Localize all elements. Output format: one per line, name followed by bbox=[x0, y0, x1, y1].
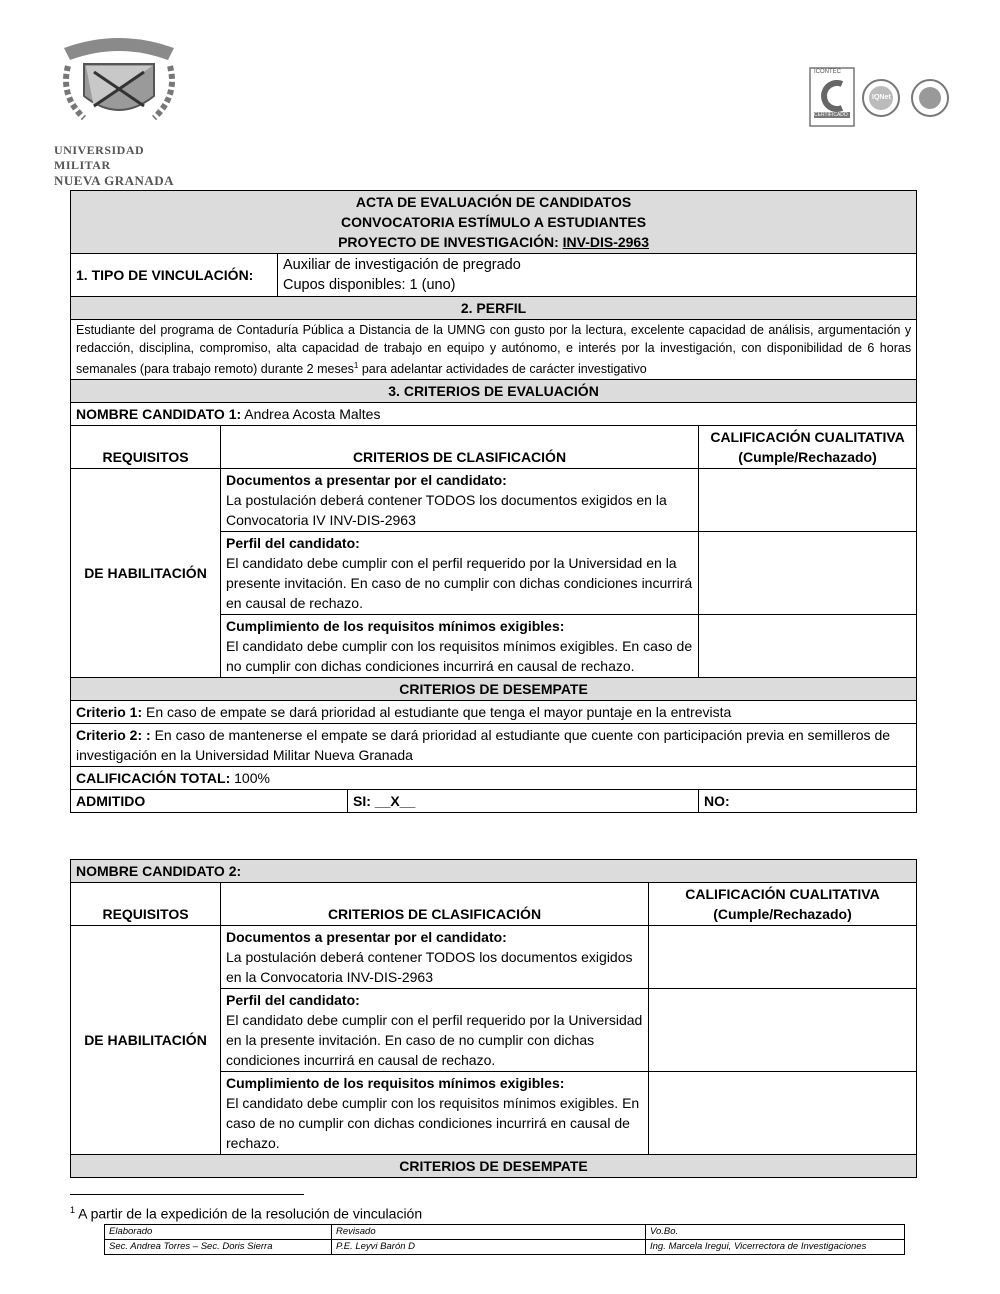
acta-table-candidate-1 bbox=[70, 190, 917, 813]
desempate-criterio-1: Criterio 1: En caso de empate se dará prioridad al estudiante que tenga el mayor puntaje en la entrevista bbox=[71, 701, 917, 724]
footnote-ref: 1 bbox=[353, 361, 359, 370]
col-requisitos: REQUISITOS bbox=[71, 426, 221, 469]
elaborado-value: Sec. Andrea Torres – Sec. Doris Sierra bbox=[105, 1240, 332, 1255]
project-code: INV-DIS-2963 bbox=[562, 234, 649, 250]
tipo-vinculacion-label: 1. TIPO DE VINCULACIÓN: bbox=[71, 254, 278, 297]
criterio-documentos-2: Documentos a presentar por el candidato: La postulación deberá contener TODOS los documentos exigidos en la Convocatoria INV-DIS-2963 bbox=[221, 926, 649, 989]
criterio-documentos: Documentos a presentar por el candidato: La postulación deberá contener TODOS los documentos exigidos en la Convocatoria IV INV-DIS-2963 bbox=[221, 469, 699, 532]
admitido-si[interactable]: SI: __X__ bbox=[348, 790, 699, 813]
elaborado-label: Elaborado bbox=[105, 1225, 332, 1240]
footnote bbox=[70, 1205, 422, 1222]
calificacion-perfil[interactable] bbox=[699, 532, 917, 615]
admitido-no[interactable]: NO: bbox=[699, 790, 917, 813]
criterios-evaluacion-header: 3. CRITERIOS DE EVALUACIÓN bbox=[71, 380, 917, 403]
perfil-text: Estudiante del programa de Contaduría Pública a Distancia de la UMNG con gusto por la lectura, excelente capacidad de análisis, argumentación y redacción, disciplina, compromiso, alta capacidad de trabajo en equipo y autónomo, e interés por la investigación, con disponibilidad de 6 horas semanales (para trabajo remoto) durante 2 meses$^1$ para adelantar actividades de carácter investigativo bbox=[71, 320, 917, 380]
candidate-1-name: Andrea Acosta Maltes bbox=[241, 406, 381, 423]
university-name-line1: UNIVERSIDAD MILITAR bbox=[54, 143, 145, 172]
acta-title-line2: CONVOCATORIA ESTÍMULO A ESTUDIANTES bbox=[340, 214, 647, 230]
calificacion-requisitos-minimos[interactable] bbox=[699, 615, 917, 678]
perfil-header: 2. PERFIL bbox=[71, 297, 917, 320]
calificacion-total-row: CALIFICACIÓN TOTAL: 100% bbox=[71, 767, 917, 790]
approval-footer bbox=[104, 1224, 905, 1255]
col-calificacion-2: CALIFICACIÓN CUALITATIVA (Cumple/Rechazado) bbox=[649, 883, 917, 926]
criterio-requisitos-minimos: Cumplimiento de los requisitos mínimos exigibles: El candidato debe cumplir con los requisitos mínimos exigibles. En caso de no cumplir con dichas condiciones incurrirá en causal de rechazo. bbox=[221, 615, 699, 678]
revisado-label: Revisado bbox=[332, 1225, 646, 1240]
admitido-label: ADMITIDO bbox=[71, 790, 348, 813]
col-requisitos-2: REQUISITOS bbox=[71, 883, 221, 926]
criterio-requisitos-minimos-2: Cumplimiento de los requisitos mínimos exigibles: El candidato debe cumplir con los requisitos mínimos exigibles. En caso de no cumplir con dichas condiciones incurrirá en causal de rechazo. bbox=[221, 1072, 649, 1155]
footnote-divider bbox=[70, 1194, 304, 1195]
criterio-perfil: Perfil del candidato: El candidato debe cumplir con el perfil requerido por la Universidad en la presente invitación. En caso de no cumplir con dichas condiciones incurrirá en causal de rechazo. bbox=[221, 532, 699, 615]
university-name-line2: NUEVA GRANADA bbox=[54, 173, 175, 188]
desempate-header-2: CRITERIOS DE DESEMPATE bbox=[71, 1155, 917, 1178]
cert-label-icontec: ICONTEC bbox=[814, 69, 841, 75]
calificacion-documentos-2[interactable] bbox=[649, 926, 917, 989]
col-criterios: CRITERIOS DE CLASIFICACIÓN bbox=[221, 426, 699, 469]
university-logo bbox=[54, 26, 184, 188]
criterio-perfil-2: Perfil del candidato: El candidato debe cumplir con el perfil requerido por la Universidad en la presente invitación. En caso de no cumplir con dichas condiciones incurrirá en causal de rechazo. bbox=[221, 989, 649, 1072]
desempate-criterio-2: Criterio 2: : En caso de mantenerse el empate se dará prioridad al estudiante que cuente con participación previa en semilleros de investigación en la Universidad Militar Nueva Granada bbox=[71, 724, 917, 767]
calificacion-total-value: 100% bbox=[230, 770, 270, 787]
candidate-1-name-row: NOMBRE CANDIDATO 1: Andrea Acosta Maltes bbox=[71, 403, 917, 426]
acta-title-line3: PROYECTO DE INVESTIGACIÓN: INV-DIS-2963 bbox=[338, 234, 649, 250]
acta-table-candidate-2 bbox=[70, 859, 917, 1178]
tipo-vinculacion-value: Auxiliar de investigación de pregrado Cupos disponibles: 1 (uno) bbox=[278, 254, 917, 297]
vobo-label: Vo.Bo. bbox=[646, 1225, 905, 1240]
acta-title-line1: ACTA DE EVALUACIÓN DE CANDIDATOS bbox=[355, 194, 632, 210]
calificacion-documentos[interactable] bbox=[699, 469, 917, 532]
calificacion-perfil-2[interactable] bbox=[649, 989, 917, 1072]
calificacion-requisitos-minimos-2[interactable] bbox=[649, 1072, 917, 1155]
habilitacion-label-2: DE HABILITACIÓN bbox=[71, 926, 221, 1155]
certification-logos bbox=[808, 66, 953, 130]
footnote-number: 1 bbox=[70, 1205, 76, 1215]
footnote-text: A partir de la expedición de la resolución de vinculación bbox=[75, 1205, 423, 1222]
col-criterios-2: CRITERIOS DE CLASIFICACIÓN bbox=[221, 883, 649, 926]
col-calificacion: CALIFICACIÓN CUALITATIVA (Cumple/Rechazado) bbox=[699, 426, 917, 469]
vobo-value: Ing. Marcela Iregui, Vicerrectora de Investigaciones bbox=[646, 1240, 905, 1255]
candidate-2-name-row: NOMBRE CANDIDATO 2: bbox=[71, 860, 917, 883]
motto: SCIENTIÆ · PATRIÆ · FAMILIÆ bbox=[76, 32, 169, 38]
cert-label-certificado: CERTIFICADO bbox=[814, 112, 848, 118]
cert-label-iqnet: IQNet bbox=[872, 94, 891, 101]
habilitacion-label: DE HABILITACIÓN bbox=[71, 469, 221, 678]
acta-title bbox=[71, 191, 917, 254]
desempate-header: CRITERIOS DE DESEMPATE bbox=[71, 678, 917, 701]
revisado-value: P.E. Leyvi Barón D bbox=[332, 1240, 646, 1255]
university-crest-icon bbox=[54, 26, 184, 136]
